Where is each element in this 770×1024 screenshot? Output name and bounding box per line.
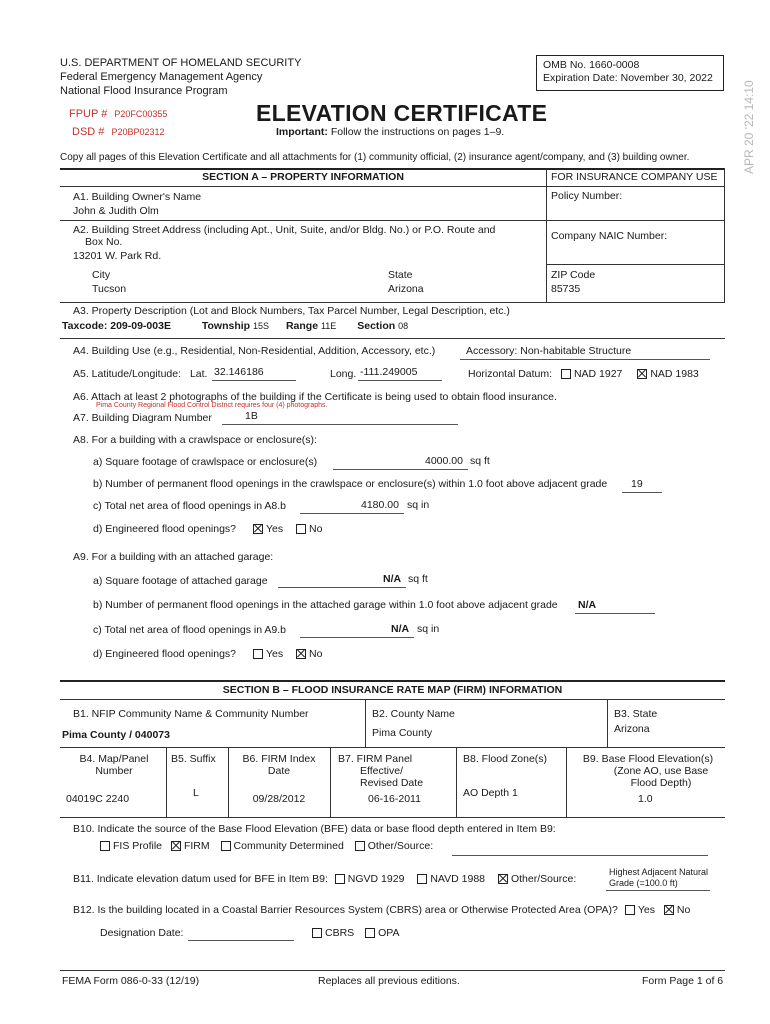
nad1927-checkbox[interactable]: [561, 369, 571, 379]
b12-row: [73, 904, 690, 916]
a2-label-line2: Box No.: [85, 236, 123, 248]
firm-label: FIRM: [183, 840, 210, 852]
copy-note: Copy all pages of this Elevation Certificate and all attachments for (1) community official, (2) insurance agent/company, and (3) building owner.: [60, 152, 690, 163]
omb-box: [536, 55, 724, 91]
b12-yes-label: Yes: [637, 904, 655, 916]
b6-value[interactable]: 09/28/2012: [252, 793, 306, 805]
a9d-row: [93, 648, 322, 660]
opa-label: OPA: [378, 927, 400, 939]
a2-label-line1: A2. Building Street Address (including Apt., Unit, Suite, and/or Bldg. No.) or P.O. Route and: [73, 224, 496, 236]
a8b-value[interactable]: 19: [631, 478, 643, 490]
agency-dhs: U.S. DEPARTMENT OF HOMELAND SECURITY: [60, 57, 302, 69]
a8d-no-label: No: [309, 523, 323, 535]
horizontal-datum: [468, 368, 699, 380]
state-label: State: [388, 269, 413, 281]
received-stamp: [742, 42, 758, 182]
agency-block: [60, 56, 301, 98]
a7-label: A7. Building Diagram Number: [73, 412, 212, 424]
b1-value[interactable]: Pima County / 040073: [62, 729, 170, 741]
stamp-text: APR 20 '22 14:10: [742, 80, 756, 174]
lat-label: Lat.: [189, 368, 208, 380]
b5-label: B5. Suffix: [171, 753, 216, 765]
opa-checkbox[interactable]: [365, 928, 375, 938]
b11-other-label: Other/Source:: [510, 873, 577, 885]
b11-other-line1: Highest Adjacent Natural: [609, 867, 709, 877]
a8d-row: [93, 523, 322, 535]
b3-value[interactable]: Arizona: [614, 723, 650, 735]
b4-value[interactable]: 04019C 2240: [66, 793, 130, 805]
a9c-label: c) Total net area of flood openings in A9.b: [93, 624, 287, 636]
nad1983-label: NAD 1983: [650, 368, 699, 380]
cbrs-label: CBRS: [325, 927, 355, 939]
b4-field: [62, 753, 166, 777]
b4-label-line2: Number: [95, 765, 133, 777]
taxcode[interactable]: Taxcode: 209-09-003E: [62, 320, 171, 332]
zip-label: ZIP Code: [551, 269, 596, 281]
a4-label: A4. Building Use (e.g., Residential, Non-Residential, Addition, Accessory, etc.): [73, 345, 436, 357]
b2-value[interactable]: Pima County: [372, 727, 433, 739]
agency-fema: Federal Emergency Management Agency: [60, 71, 263, 83]
city-value[interactable]: Tucson: [92, 283, 127, 295]
b11-other-checkbox[interactable]: [498, 874, 508, 884]
other-source-label: Other/Source:: [367, 840, 434, 852]
b10-options: [100, 840, 433, 852]
section-b-title: SECTION B – FLOOD INSURANCE RATE MAP (FIRM) INFORMATION: [222, 684, 563, 696]
b7-value[interactable]: 06-16-2011: [368, 793, 421, 805]
agency-nfip: National Flood Insurance Program: [60, 85, 228, 97]
b7-label-line3: Revised Date: [360, 777, 424, 789]
long-label: Long.: [330, 368, 357, 380]
b9-label-line1: B9. Base Flood Elevation(s): [582, 753, 714, 765]
a9d-label: d) Engineered flood openings?: [93, 648, 237, 660]
page-number: Form Page 1 of 6: [642, 975, 724, 987]
expiration-date: Expiration Date: November 30, 2022: [543, 72, 713, 84]
naic-label: Company NAIC Number:: [551, 230, 668, 242]
b12-no-label: No: [676, 904, 691, 916]
nad1927-label: NAD 1927: [573, 368, 623, 380]
b12-label: B12. Is the building located in a Coastal Barrier Resources System (CBRS) area or Otherwise Protected Area (OPA)?: [73, 904, 618, 916]
b9-label-line3: Flood Depth): [630, 777, 692, 789]
a8c-label: c) Total net area of flood openings in A8.b: [93, 500, 287, 512]
diagram-number[interactable]: 1B: [245, 410, 258, 422]
b12-yes-checkbox[interactable]: [625, 905, 635, 915]
zip-value[interactable]: 85735: [551, 283, 581, 295]
b7-field: [338, 753, 423, 789]
a9b-value[interactable]: N/A: [578, 599, 597, 611]
a9-label: A9. For a building with an attached garage:: [73, 551, 274, 563]
section-label: Section: [357, 320, 396, 332]
datum-label: Horizontal Datum:: [468, 368, 553, 380]
b6-field: [228, 753, 330, 777]
a3-label: A3. Property Description (Lot and Block Numbers, Tax Parcel Number, Legal Description, etc.): [73, 305, 510, 317]
fpup-value: P20FC00355: [114, 109, 168, 119]
insurance-use-title: FOR INSURANCE COMPANY USE: [551, 171, 718, 183]
a8c-unit: sq in: [407, 499, 430, 511]
a9b-label: b) Number of permanent flood openings in the attached garage within 1.0 foot above adjacent grade: [93, 599, 558, 611]
b9-label-line2: (Zone AO, use Base: [613, 765, 709, 777]
b11-label: B11. Indicate elevation datum used for BFE in Item B9:: [73, 873, 328, 885]
a8d-yes-label: Yes: [265, 523, 284, 535]
a9d-yes-label: Yes: [265, 648, 284, 660]
b6-label-line1: B6. FIRM Index: [242, 753, 316, 765]
a6-note: Pima County Regional Flood Control District requires four (4) photographs.: [96, 402, 328, 409]
a8d-yes-checkbox[interactable]: [253, 524, 263, 534]
fis-profile-label: FIS Profile: [113, 840, 163, 852]
b11-row: [73, 873, 576, 885]
latitude-value[interactable]: 32.146186: [214, 366, 264, 378]
a9d-no-checkbox[interactable]: [296, 649, 306, 659]
b3-label: B3. State: [614, 708, 658, 720]
dsd-label: DSD #: [72, 126, 105, 138]
range-label: Range: [285, 320, 319, 332]
a8a-label: a) Square footage of crawlspace or enclosure(s): [93, 456, 318, 468]
a5-row: [73, 368, 207, 380]
b4-label-line1: B4. Map/Panel: [79, 753, 149, 765]
navd-label: NAVD 1988: [430, 873, 486, 885]
a1-field: [73, 190, 201, 218]
zip-field: [551, 268, 595, 296]
b5-value[interactable]: L: [193, 787, 199, 799]
section-a-title: SECTION A – PROPERTY INFORMATION: [202, 171, 404, 183]
a8a-unit: sq ft: [470, 455, 490, 467]
a5-label: A5. Latitude/Longitude:: [73, 368, 182, 380]
street-address[interactable]: 13201 W. Park Rd.: [73, 250, 162, 262]
b6-label-line2: Date: [267, 765, 291, 777]
a3-values: [62, 320, 408, 332]
longitude-value[interactable]: -111.249005: [360, 366, 418, 378]
a8a-value[interactable]: 4000.00: [425, 455, 463, 467]
important-label: Important:: [276, 126, 328, 138]
b1-label: B1. NFIP Community Name & Community Number: [73, 708, 309, 720]
township-value[interactable]: 15S: [253, 321, 270, 331]
fpup-label: FPUP #: [69, 108, 108, 120]
b9-field: [570, 753, 726, 789]
designation-options: [312, 927, 400, 939]
navd-checkbox[interactable]: [417, 874, 427, 884]
section-value[interactable]: 08: [398, 321, 409, 331]
b9-value[interactable]: 1.0: [638, 793, 653, 805]
a8d-label: d) Engineered flood openings?: [93, 523, 237, 535]
other-source-checkbox[interactable]: [355, 841, 365, 851]
a9a-value[interactable]: N/A: [383, 573, 402, 585]
b8-label: B8. Flood Zone(s): [463, 753, 548, 765]
firm-checkbox[interactable]: [171, 841, 181, 851]
building-use[interactable]: Accessory: Non-habitable Structure: [466, 345, 632, 357]
a9d-yes-checkbox[interactable]: [253, 649, 263, 659]
cbrs-checkbox[interactable]: [312, 928, 322, 938]
a6-label: A6. Attach at least 2 photographs of the building if the Certificate is being used to obtain flood insurance.: [73, 391, 557, 403]
community-determined-checkbox[interactable]: [221, 841, 231, 851]
nad1983-checkbox[interactable]: [637, 369, 647, 379]
a9d-no-label: No: [309, 648, 323, 660]
fis-profile-checkbox[interactable]: [100, 841, 110, 851]
city-label: City: [92, 269, 111, 281]
a8d-no-checkbox[interactable]: [296, 524, 306, 534]
community-determined-label: Community Determined: [233, 840, 344, 852]
a9c-value[interactable]: N/A: [391, 623, 410, 635]
ngvd-label: NGVD 1929: [347, 873, 405, 885]
a1-label: A1. Building Owner's Name: [73, 191, 202, 203]
important-text: Follow the instructions on pages 1–9.: [330, 126, 505, 138]
state-field: [388, 268, 424, 296]
ngvd-checkbox[interactable]: [335, 874, 345, 884]
a2-field: [73, 224, 495, 262]
city-field: [92, 268, 126, 296]
fpup-line: [69, 108, 167, 120]
a9a-unit: sq ft: [408, 573, 428, 585]
b2-label: B2. County Name: [372, 708, 455, 720]
b11-other-value[interactable]: [609, 867, 708, 889]
b8-value[interactable]: AO Depth 1: [463, 787, 518, 799]
important-note: [276, 126, 504, 138]
dsd-value: P20BP02312: [111, 127, 165, 137]
omb-number: OMB No. 1660-0008: [543, 59, 640, 71]
owner-name[interactable]: John & Judith Olm: [73, 205, 159, 217]
a8b-label: b) Number of permanent flood openings in the crawlspace or enclosure(s) within 1.0 foot above adjacent grade: [93, 478, 608, 490]
a8c-value[interactable]: 4180.00: [361, 499, 399, 511]
a9c-unit: sq in: [417, 623, 440, 635]
b12-no-checkbox[interactable]: [664, 905, 674, 915]
designation-label: Designation Date:: [100, 927, 184, 939]
range-value[interactable]: 11E: [320, 321, 337, 331]
a9a-label: a) Square footage of attached garage: [93, 575, 268, 587]
b7-label-line1: B7. FIRM Panel: [338, 753, 413, 765]
replaces-note: Replaces all previous editions.: [318, 975, 460, 987]
b11-other-line2: Grade (=100.0 ft): [609, 878, 678, 888]
a8-label: A8. For a building with a crawlspace or enclosure(s):: [73, 434, 317, 446]
policy-number-label: Policy Number:: [551, 190, 623, 202]
dsd-line: [72, 126, 165, 138]
state-value[interactable]: Arizona: [388, 283, 424, 295]
b10-label: B10. Indicate the source of the Base Flood Elevation (BFE) data or base flood depth entered in Item B9:: [73, 823, 556, 835]
b7-label-line2: Effective/: [360, 765, 403, 777]
page-title: ELEVATION CERTIFICATE: [256, 100, 548, 126]
form-number: FEMA Form 086-0-33 (12/19): [62, 975, 200, 987]
township-label: Township: [201, 320, 251, 332]
